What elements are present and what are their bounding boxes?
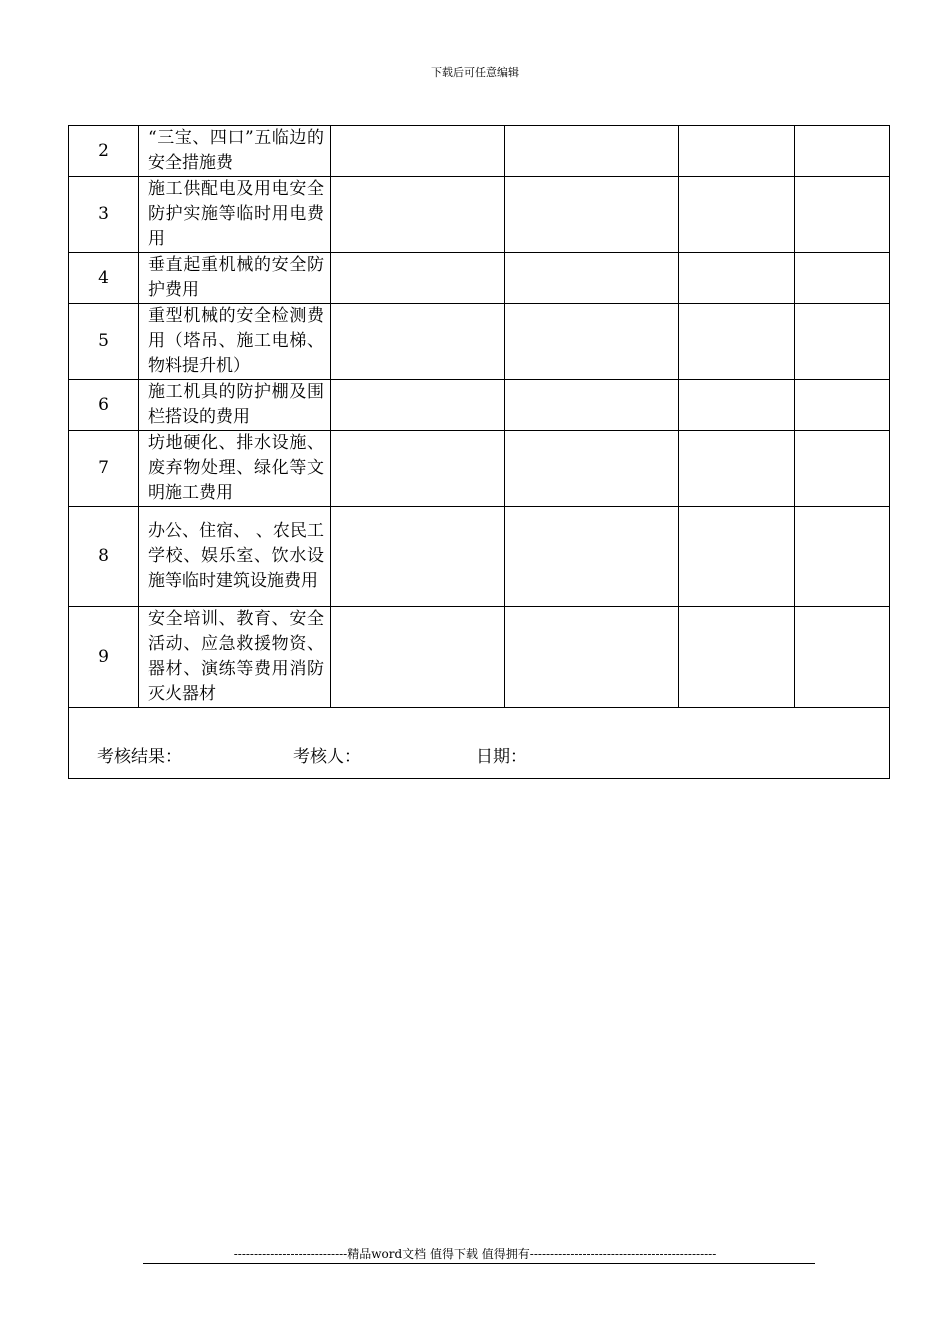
row-item: 施工供配电及用电安全防护实施等临时用电费用	[139, 177, 331, 253]
row-number: 7	[69, 431, 139, 507]
assessment-result-label: 考核结果：	[97, 747, 182, 767]
empty-cell	[679, 380, 795, 431]
empty-cell	[795, 126, 890, 177]
empty-cell	[795, 177, 890, 253]
empty-cell	[795, 253, 890, 304]
empty-cell	[505, 304, 679, 380]
empty-cell	[505, 380, 679, 431]
page-footer: ----------------------------精品word文档 值得下载 值得拥有----------------------------------------------	[233, 1247, 717, 1261]
row-item: “三宝、四口”五临边的安全措施费	[139, 126, 331, 177]
table-row	[69, 126, 890, 177]
empty-cell	[331, 431, 505, 507]
table-row	[69, 304, 890, 380]
footer-rule	[143, 1263, 815, 1264]
empty-cell	[505, 126, 679, 177]
row-number: 2	[69, 126, 139, 177]
empty-cell	[505, 507, 679, 607]
empty-cell	[331, 126, 505, 177]
date-label: 日期：	[476, 747, 527, 767]
empty-cell	[679, 431, 795, 507]
empty-cell	[505, 431, 679, 507]
row-number: 4	[69, 253, 139, 304]
empty-cell	[679, 253, 795, 304]
empty-cell	[505, 177, 679, 253]
row-number: 8	[69, 507, 139, 607]
empty-cell	[331, 380, 505, 431]
row-item: 施工机具的防护棚及围栏搭设的费用	[139, 380, 331, 431]
row-item: 垂直起重机械的安全防护费用	[139, 253, 331, 304]
empty-cell	[679, 507, 795, 607]
row-number: 9	[69, 607, 139, 708]
row-item: 办公、住宿、 、农民工学校、娱乐室、饮水设施等临时建筑设施费用	[139, 507, 331, 607]
row-item: 坊地硬化、排水设施、废弃物处理、绿化等文明施工费用	[139, 431, 331, 507]
empty-cell	[795, 304, 890, 380]
row-number: 3	[69, 177, 139, 253]
table-footer-row	[69, 708, 890, 779]
empty-cell	[505, 607, 679, 708]
row-item: 重型机械的安全检测费用（塔吊、施工电梯、物料提升机）	[139, 304, 331, 380]
row-item: 安全培训、教育、安全活动、应急救援物资、器材、演练等费用消防灭火器材	[139, 607, 331, 708]
page-header: 下载后可任意编辑	[431, 66, 519, 79]
assessment-footer-cell	[69, 708, 890, 779]
table-row	[69, 253, 890, 304]
row-number: 5	[69, 304, 139, 380]
empty-cell	[331, 304, 505, 380]
table-row	[69, 507, 890, 607]
empty-cell	[795, 607, 890, 708]
empty-cell	[795, 431, 890, 507]
table-row	[69, 607, 890, 708]
row-number: 6	[69, 380, 139, 431]
empty-cell	[679, 607, 795, 708]
empty-cell	[679, 304, 795, 380]
empty-cell	[331, 507, 505, 607]
empty-cell	[331, 253, 505, 304]
empty-cell	[331, 607, 505, 708]
empty-cell	[679, 126, 795, 177]
assessor-label: 考核人：	[293, 747, 361, 767]
table-row	[69, 177, 890, 253]
table-row	[69, 380, 890, 431]
assessment-table	[68, 125, 890, 779]
empty-cell	[795, 507, 890, 607]
empty-cell	[505, 253, 679, 304]
empty-cell	[331, 177, 505, 253]
empty-cell	[795, 380, 890, 431]
empty-cell	[679, 177, 795, 253]
table-row	[69, 431, 890, 507]
